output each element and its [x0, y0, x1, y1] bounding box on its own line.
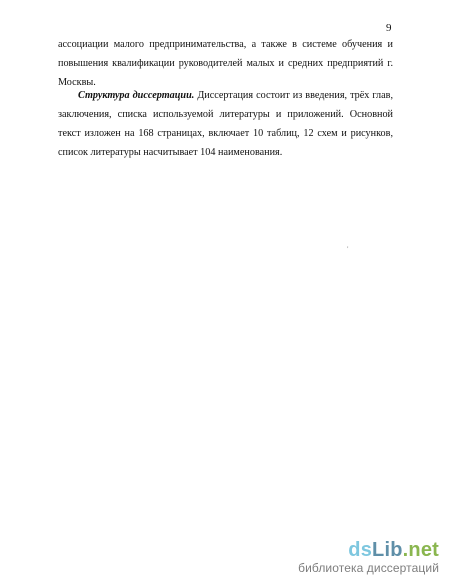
watermark-caption: библиотека диссертаций — [298, 561, 439, 575]
watermark-logo — [348, 539, 439, 561]
scan-mark: , — [347, 243, 349, 249]
watermark-logo-ds: ds — [348, 539, 373, 561]
watermark-logo-lib: Lib — [372, 539, 403, 561]
paragraph-line: список литературы насчитывает 104 наименования. — [58, 147, 283, 158]
structure-heading: Структура диссертации. — [78, 90, 195, 101]
watermark-logo-net: .net — [402, 539, 439, 561]
paragraph-line: ассоциации малого предпринимательства, а также в системе обучения и — [58, 39, 393, 50]
paragraph-line: Москвы. — [58, 77, 96, 88]
structure-heading-continuation: Диссертация состоит из введения, трёх глав, — [194, 90, 393, 101]
paragraph-line: текст изложен на 168 страницах, включает 10 таблиц, 12 схем и рисунков, — [58, 128, 393, 139]
page-number: 9 — [386, 22, 392, 34]
paragraph-funding-context — [58, 35, 393, 92]
dslib-watermark — [261, 536, 446, 580]
paragraph-line: заключения, списка используемой литературы и приложений. Основной — [58, 109, 393, 120]
paragraph-dissertation-structure — [58, 86, 393, 162]
paragraph-first-line — [58, 86, 393, 105]
paragraph-line: повышения квалификации руководителей малых и средних предприятий г. — [58, 58, 393, 69]
